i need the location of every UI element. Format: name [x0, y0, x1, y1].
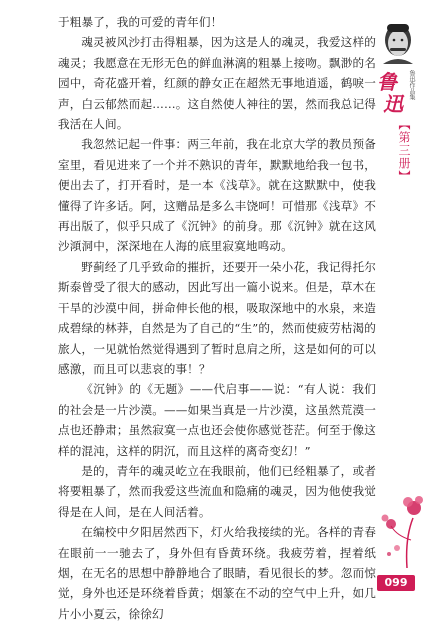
paragraph: 《沉钟》的《无题》——代启事——说：“有人说：我们的社会是一片沙漠。——如果当真是一片沙漠，这虽然荒漠一点也还静肃；虽然寂寞一点也还会使你感觉苍茫。何至于像这样的混沌，这样的阴沉，而且这样的离奇变幻！” — [58, 382, 376, 458]
series-logo — [377, 66, 415, 116]
paragraph: 在编校中夕阳居然西下，灯火给我接续的光。各样的青春在眼前一一驰去了，身外但有昏黄环绕。我疲劳着，捏着纸烟，在无名的思想中静静地合了眼睛，看见很长的梦。忽而惊觉，身外也还是环绕着昏黄；烟篆在不动的空气中上升，如几片小小夏云，徐徐幻 — [58, 525, 376, 621]
logo-subtitle: 鲁迅作品集 — [408, 70, 415, 100]
paragraph: 我忽然记起一件事：两三年前，我在北京大学的教员预备室里，看见进来了一个并不熟识的青年，默默地给我一包书，便出去了，打开看时，是一本《浅草》。就在这默默中，使我懂得了许多话。阿，这赠品是多么丰饶呵！可惜那《浅草》不再出版了，似乎只成了《沉钟》的前身。那《沉钟》就在这风沙澒洞中，深深地在人海的底里寂寞地鸣动。 — [58, 137, 376, 254]
page-number: 099 — [377, 575, 415, 591]
body-text — [58, 12, 376, 624]
paragraph: 野蓟经了几乎致命的摧折，还要开一朵小花，我记得托尔斯泰曾受了很大的感动，因此写出一篇小说来。但是，草木在干旱的沙漠中间，拼命伸长他的根，吸取深地中的水泉，来造成碧绿的林莽，自然是为了自己的“生”的，然而使疲劳枯渴的旅人，一见就怡然觉得遇到了暂时息肩之所，这是如何的可以感激，而且可以悲哀的事！？ — [58, 259, 376, 376]
flower-decoration-icon — [377, 478, 423, 568]
author-portrait-image — [379, 18, 417, 64]
logo-title-line1: 鲁 — [377, 70, 397, 94]
paragraph: 魂灵被风沙打击得粗暴，因为这是人的魂灵，我爱这样的魂灵；我愿意在无形无色的鲜血淋漓的粗暴上接吻。飘渺的名园中，奇花盛开着，红颜的静女正在超然无事地逍遥，鹤唳一声，白云郁然而起……。这自然使人神往的罢，然而我总记得我活在人间。 — [58, 35, 376, 132]
paragraph: 于粗暴了，我的可爱的青年们！ — [58, 15, 223, 29]
logo-title-line2: 迅 — [383, 92, 403, 116]
paragraph: 是的，青年的魂灵屹立在我眼前，他们已经粗暴了，或者将要粗暴了，然而我爱这些流血和隐痛的魂灵，因为他使我觉得是在人间，是在人间活着。 — [58, 463, 376, 519]
volume-label: 【第三册】 — [397, 118, 411, 183]
